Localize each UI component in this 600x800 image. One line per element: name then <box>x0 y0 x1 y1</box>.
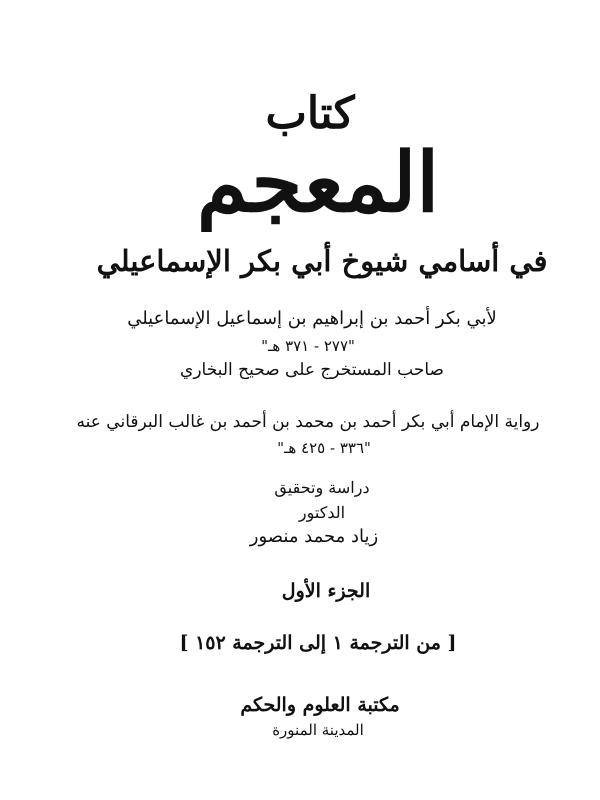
editor-name: زياد محمد منصور <box>249 526 379 547</box>
kitab-heading: كتاب <box>265 88 355 139</box>
doctor-label: الدكتور <box>298 503 346 522</box>
publisher-name: مكتبة العلوم والحكم <box>240 694 400 716</box>
book-subtitle: في أسامي شيوخ أبي بكر الإسماعيلي <box>96 244 548 278</box>
study-label: دراسة وتحقيق <box>274 478 370 497</box>
author-known-work: صاحب المستخرج على صحيح البخاري <box>180 360 444 380</box>
author-dates: "٢٧٧ - ٣٧١ هـ" <box>261 337 355 355</box>
volume-label: الجزء الأول <box>281 580 371 602</box>
narration-chain: رواية الإمام أبي بكر أحمد بن محمد بن أحمد بن غالب البرقاني عنه <box>76 412 540 432</box>
narrator-dates: "٣٣٦ - ٤٢٥ هـ" <box>277 439 371 457</box>
author-name: لأبي بكر أحمد بن إبراهيم بن إسماعيل الإسماعيلي <box>127 308 497 329</box>
book-title: المعجم <box>196 135 440 231</box>
entry-range: [ من الترجمة ١ إلى الترجمة ١٥٢ ] <box>179 632 457 654</box>
publisher-city: المدينة المنورة <box>272 721 364 739</box>
